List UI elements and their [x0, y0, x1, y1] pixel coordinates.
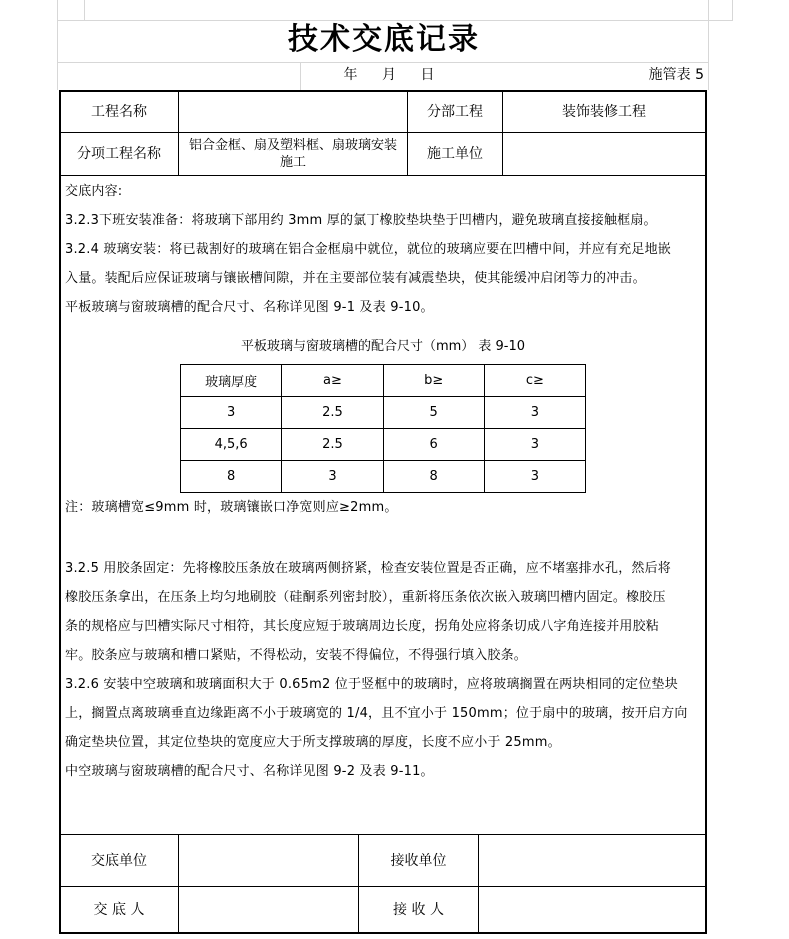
glass-dimension-table [180, 364, 586, 493]
date-day: 日 [420, 67, 437, 83]
content-heading: 交底内容: [65, 184, 123, 199]
project-name-value [179, 92, 407, 132]
paragraph-3-2-5-line: 橡胶压条拿出，在压条上均匀地刷胶（硅酮系列密封胶），重新将压条依次嵌入玻璃凹槽内固定。橡胶压 [65, 590, 666, 605]
subitem-value: 铝合金框、扇及塑料框、扇玻璃安装施工 [188, 138, 397, 170]
paragraph-3-2-5-line: 3.2.5 用胶条固定：先将橡胶压条放在玻璃两侧挤紧，检查安装位置是否正确，应不堵塞排水孔，然后将 [65, 561, 672, 576]
row-divider [59, 175, 707, 176]
table-header-cell: c≥ [484, 365, 585, 397]
date-year: 年 [343, 67, 360, 83]
paragraph-3-2-5-line: 条的规格应与凹槽实际尺寸相符，其长度应短于玻璃周边长度，拐角处应将条切成八字角连接并用胶粘 [65, 619, 660, 634]
grid-guide [732, 0, 733, 20]
division-label: 分部工程 [427, 104, 483, 120]
table-cell: 3 [181, 397, 282, 429]
subitem-label: 分项工程名称 [77, 146, 161, 162]
table-cell: 4,5,6 [181, 429, 282, 461]
flat-glass-reference: 平板玻璃与窗玻璃槽的配合尺寸、名称详见图 9-1 及表 9-10。 [65, 300, 434, 315]
paragraph-3-2-5-line: 牢。胶条应与玻璃和槽口紧贴，不得松动，安装不得偏位，不得强行填入胶条。 [65, 648, 528, 663]
table-cell: 2.5 [282, 397, 383, 429]
project-name-label: 工程名称 [91, 104, 147, 120]
receiver-person-label: 接 收 人 [393, 902, 444, 918]
receiver-unit-label: 接收单位 [390, 852, 447, 869]
table-cell: 6 [383, 429, 484, 461]
table-note: 注：玻璃槽宽≤9mm 时，玻璃镶嵌口净宽则应≥2mm。 [65, 500, 398, 515]
col-divider [478, 834, 479, 934]
construction-unit-value [503, 133, 705, 175]
paragraph-3-2-4-line: 入量。装配后应保证玻璃与镶嵌槽间隙，并在主要部位装有减震垫块，使其能缓冲启闭等力的冲击。 [65, 271, 646, 286]
table-cell: 2.5 [282, 429, 383, 461]
form-number: 施管表 5 [648, 67, 704, 83]
paragraph-3-2-6-line: 确定垫块位置，其定位垫块的宽度应大于所支撑玻璃的厚度，长度不应小于 25mm。 [65, 735, 561, 750]
date-line [300, 66, 480, 84]
table-cell: 3 [484, 429, 585, 461]
table-cell: 8 [181, 461, 282, 493]
date-month: 月 [382, 67, 398, 83]
grid-guide [57, 62, 709, 63]
table-header-cell: a≥ [282, 365, 383, 397]
issuer-unit-label: 交底单位 [91, 852, 147, 869]
table-cell: 3 [484, 397, 585, 429]
table-note-block [65, 493, 703, 522]
hollow-glass-reference: 中空玻璃与窗玻璃槽的配合尺寸、名称详见图 9-2 及表 9-11。 [65, 764, 434, 779]
table-header-row [181, 365, 586, 397]
construction-unit-label: 施工单位 [427, 146, 483, 162]
issuer-person-label: 交 底 人 [93, 902, 145, 918]
col-divider [178, 834, 179, 934]
table-caption: 平板玻璃与窗玻璃槽的配合尺寸（mm） 表 9-10 [240, 339, 526, 354]
grid-guide [708, 0, 709, 90]
division-value: 装饰装修工程 [562, 104, 646, 120]
paragraph-3-2-6-line: 3.2.6 安装中空玻璃和玻璃面积大于 0.65m2 位于竖框中的玻璃时，应将玻璃搁置在两块相同的定位垫块 [65, 677, 678, 692]
table-cell: 3 [282, 461, 383, 493]
table-cell: 5 [383, 397, 484, 429]
table-cell: 8 [383, 461, 484, 493]
grid-guide [84, 0, 85, 20]
table-header-cell: 玻璃厚度 [181, 365, 282, 397]
table-header-cell: b≥ [383, 365, 484, 397]
table-row [181, 429, 586, 461]
table-row [181, 397, 586, 429]
document-title: 技术交底记录 [288, 22, 480, 57]
paragraph-3-2-3: 3.2.3下班安装准备：将玻璃下部用约 3mm 厚的氯丁橡胶垫块垫于凹槽内，避免玻璃直接接触框扇。 [65, 213, 657, 228]
paragraph-3-2-4-line: 3.2.4 玻璃安装：将已裁割好的玻璃在铝合金框扇中就位，就位的玻璃应要在凹槽中间，并应有充足地嵌 [65, 242, 672, 257]
table-cell: 3 [484, 461, 585, 493]
grid-guide [57, 0, 58, 90]
paragraph-3-2-6-line: 上，搁置点离玻璃垂直边缘距离不小于玻璃宽的 1/4，且不宜小于 150mm；位于扇中的玻璃，按开启方向 [65, 706, 688, 721]
table-row [181, 461, 586, 493]
content-body [65, 177, 703, 322]
content-body-continued [65, 554, 703, 786]
